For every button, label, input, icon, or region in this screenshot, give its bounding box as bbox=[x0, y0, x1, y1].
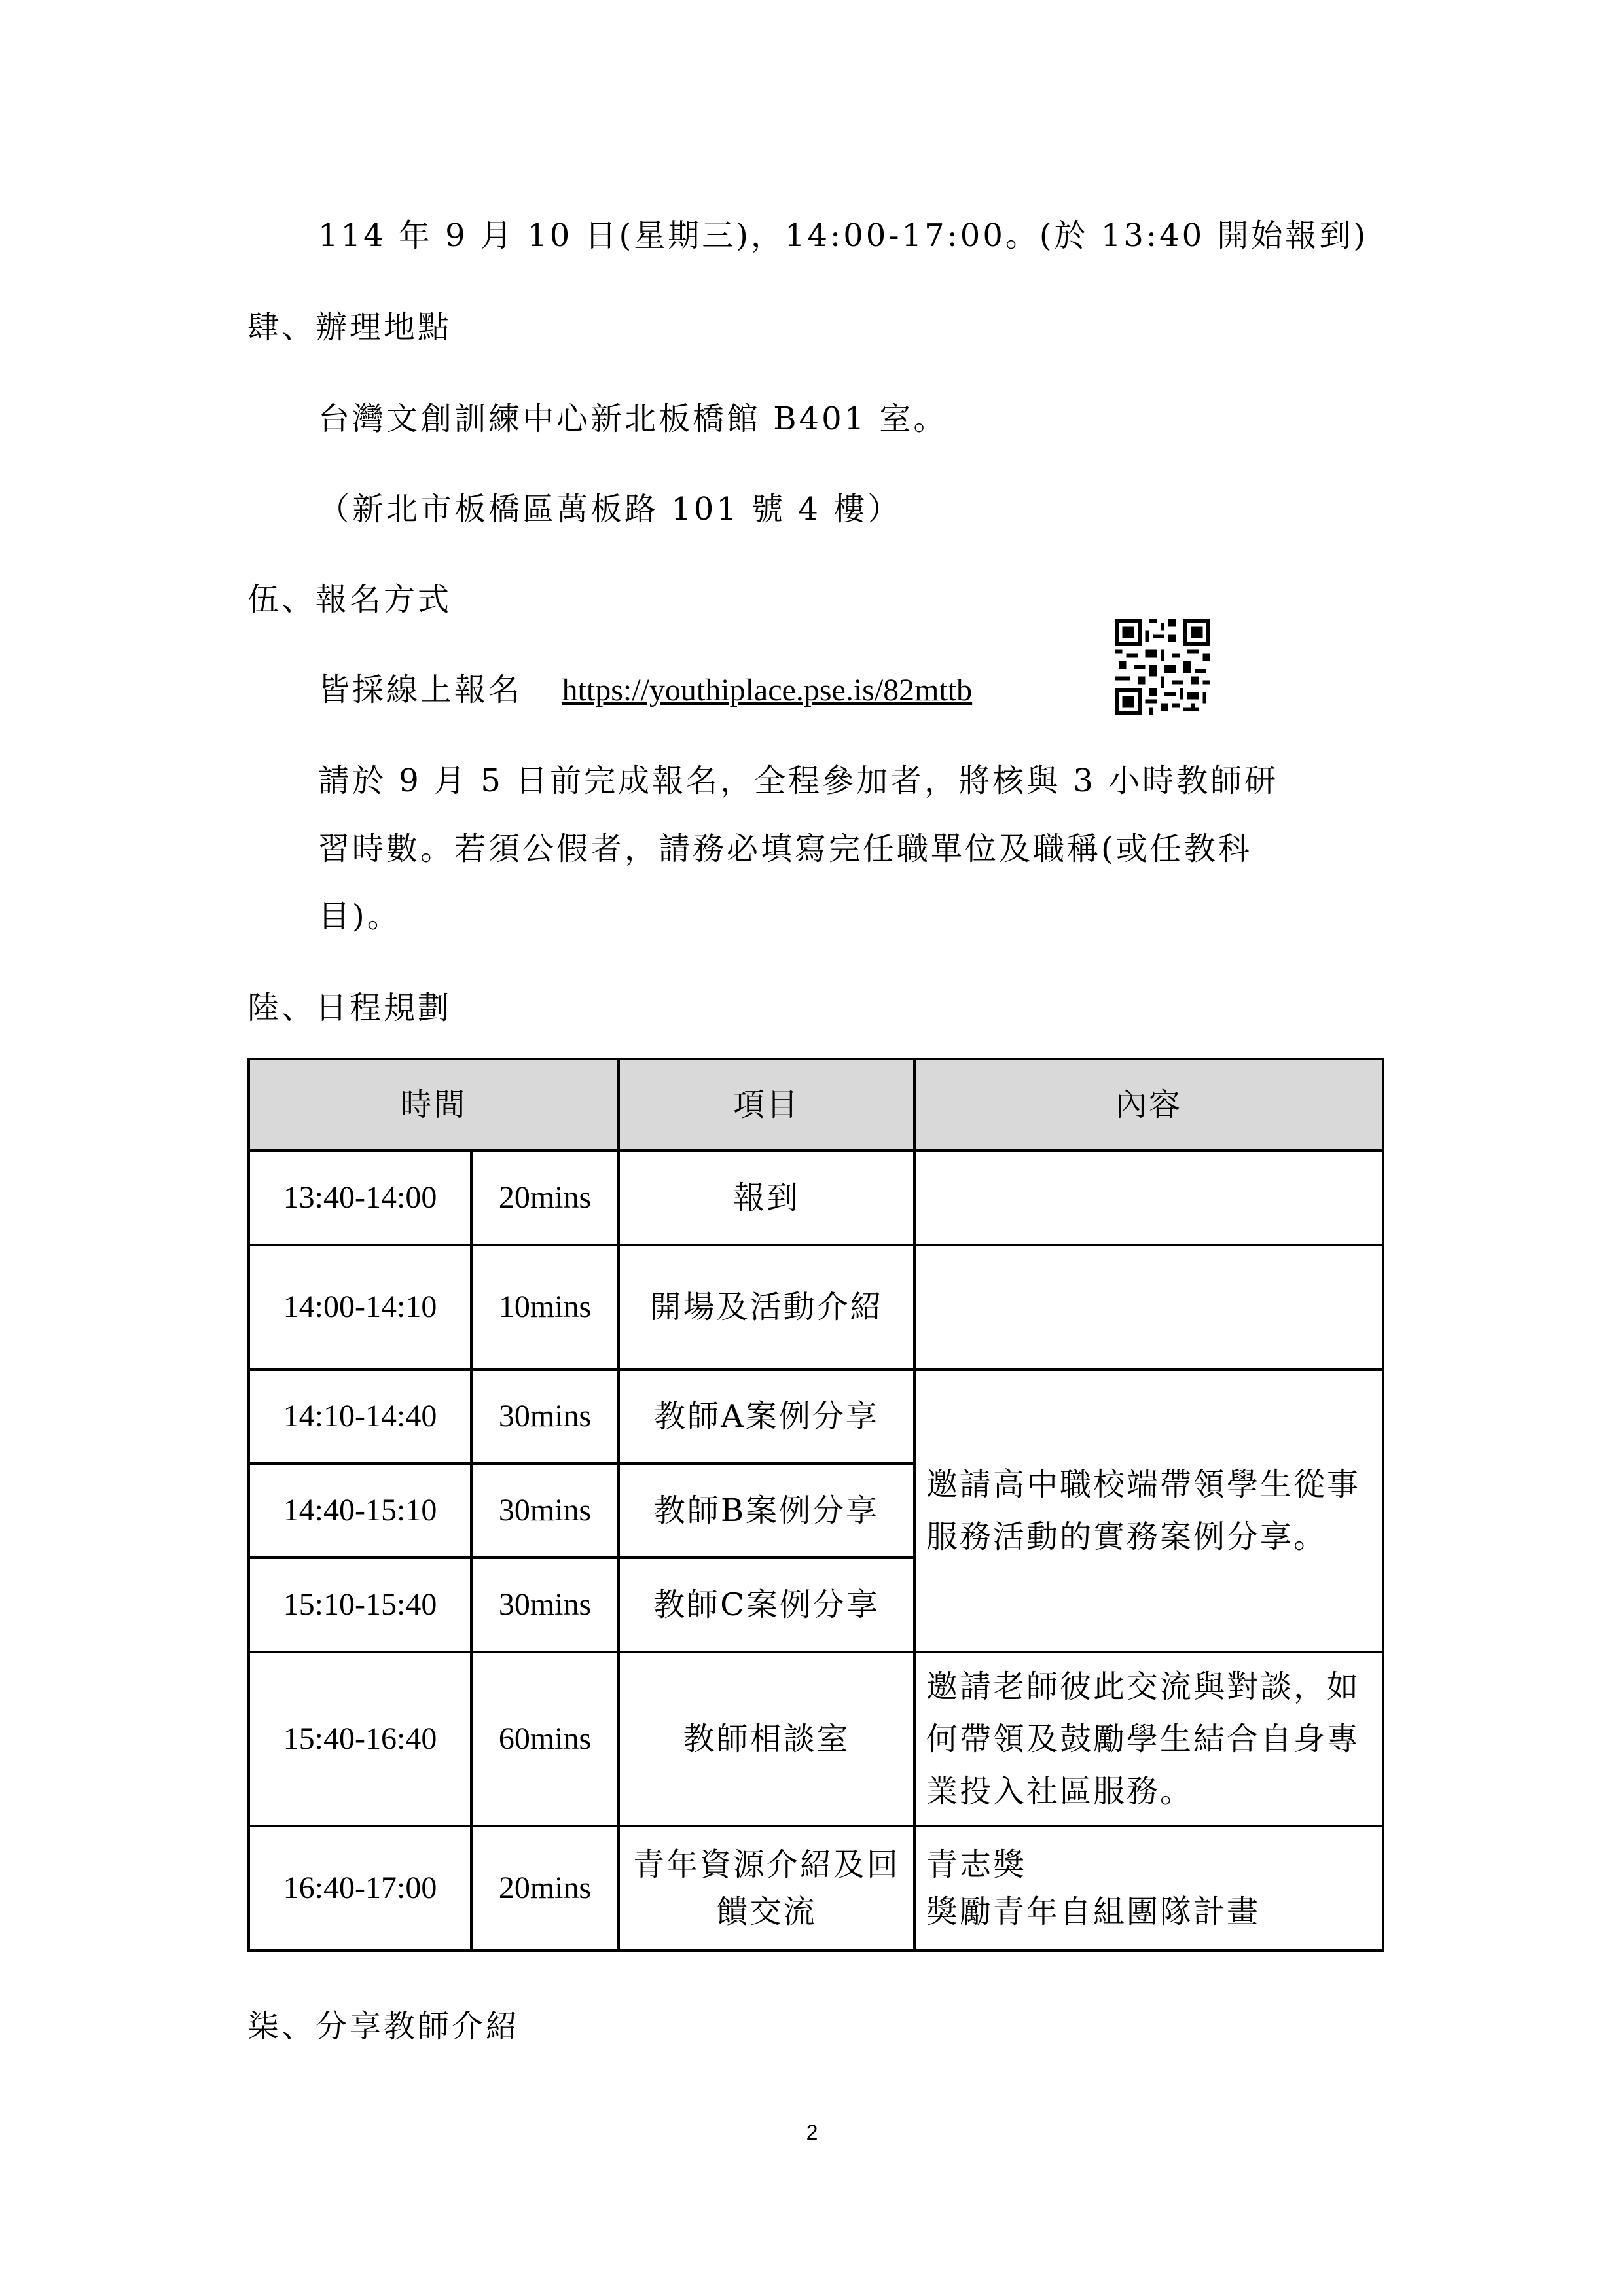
header-time: 時間 bbox=[249, 1059, 619, 1151]
table-row bbox=[249, 1151, 1383, 1245]
online-label: 皆採線上報名 bbox=[318, 672, 523, 708]
row-content bbox=[914, 1826, 1383, 1950]
row-time: 14:10-14:40 bbox=[249, 1369, 471, 1463]
row-time: 14:00-14:10 bbox=[249, 1245, 471, 1369]
row-time: 13:40-14:00 bbox=[249, 1151, 471, 1245]
row-content: 邀請老師彼此交流與對談，如何帶領及鼓勵學生結合自身專業投入社區服務。 bbox=[914, 1652, 1383, 1826]
schedule-heading: 陸、日程規劃 bbox=[247, 990, 452, 1026]
teachers-heading: 柒、分享教師介紹 bbox=[247, 2008, 520, 2045]
table-row bbox=[249, 1369, 1383, 1463]
row-time: 16:40-17:00 bbox=[249, 1826, 471, 1950]
table-row bbox=[249, 1245, 1383, 1369]
row-duration: 10mins bbox=[471, 1245, 619, 1369]
content-line: 青志獎 bbox=[926, 1846, 1027, 1883]
row-time: 15:10-15:40 bbox=[249, 1558, 471, 1652]
row-item: 教師C案例分享 bbox=[619, 1558, 914, 1652]
row-content bbox=[914, 1151, 1383, 1245]
venue-text: 台灣文創訓練中心新北板橋館 B401 室。 bbox=[318, 401, 948, 437]
row-item: 教師相談室 bbox=[619, 1652, 914, 1826]
row-item: 報到 bbox=[619, 1151, 914, 1245]
page-number: 2 bbox=[806, 2121, 818, 2144]
row-time: 15:40-16:40 bbox=[249, 1652, 471, 1826]
registration-online-line bbox=[318, 669, 972, 711]
registration-note-line-3: 目)。 bbox=[318, 898, 401, 935]
row-duration: 20mins bbox=[471, 1151, 619, 1245]
table-row bbox=[249, 1826, 1383, 1950]
table-header-row bbox=[249, 1059, 1383, 1151]
row-time: 14:40-15:10 bbox=[249, 1463, 471, 1558]
shared-case-content: 邀請高中職校端帶領學生從事服務活動的實務案例分享。 bbox=[914, 1369, 1383, 1652]
registration-note-line-1: 請於 9 月 5 日前完成報名，全程參加者，將核與 3 小時教師研 bbox=[318, 762, 1279, 799]
address-text: （新北市板橋區萬板路 101 號 4 樓） bbox=[318, 491, 902, 528]
row-duration: 60mins bbox=[471, 1652, 619, 1826]
location-heading: 肆、辦理地點 bbox=[247, 309, 452, 346]
row-item: 教師A案例分享 bbox=[619, 1369, 914, 1463]
row-item: 青年資源介紹及回饋交流 bbox=[619, 1826, 914, 1950]
header-item: 項目 bbox=[619, 1059, 914, 1151]
row-duration: 30mins bbox=[471, 1463, 619, 1558]
registration-link[interactable]: https://youthiplace.pse.is/82mttb bbox=[562, 673, 973, 708]
row-duration: 30mins bbox=[471, 1369, 619, 1463]
event-time-line: 114 年 9 月 10 日(星期三)，14:00-17:00。(於 13:40 開始報到) bbox=[318, 217, 1369, 254]
schedule-table bbox=[247, 1058, 1384, 1952]
header-content: 內容 bbox=[914, 1059, 1383, 1151]
row-duration: 20mins bbox=[471, 1826, 619, 1950]
row-item: 開場及活動介紹 bbox=[619, 1245, 914, 1369]
table-row bbox=[249, 1652, 1383, 1826]
qr-code-icon bbox=[1115, 619, 1210, 715]
registration-heading: 伍、報名方式 bbox=[247, 581, 452, 618]
content-line: 獎勵青年自組團隊計畫 bbox=[926, 1893, 1261, 1930]
registration-note-line-2: 習時數。若須公假者，請務必填寫完任職單位及職稱(或任教科 bbox=[318, 831, 1252, 867]
row-item: 教師B案例分享 bbox=[619, 1463, 914, 1558]
row-content bbox=[914, 1245, 1383, 1369]
row-duration: 30mins bbox=[471, 1558, 619, 1652]
